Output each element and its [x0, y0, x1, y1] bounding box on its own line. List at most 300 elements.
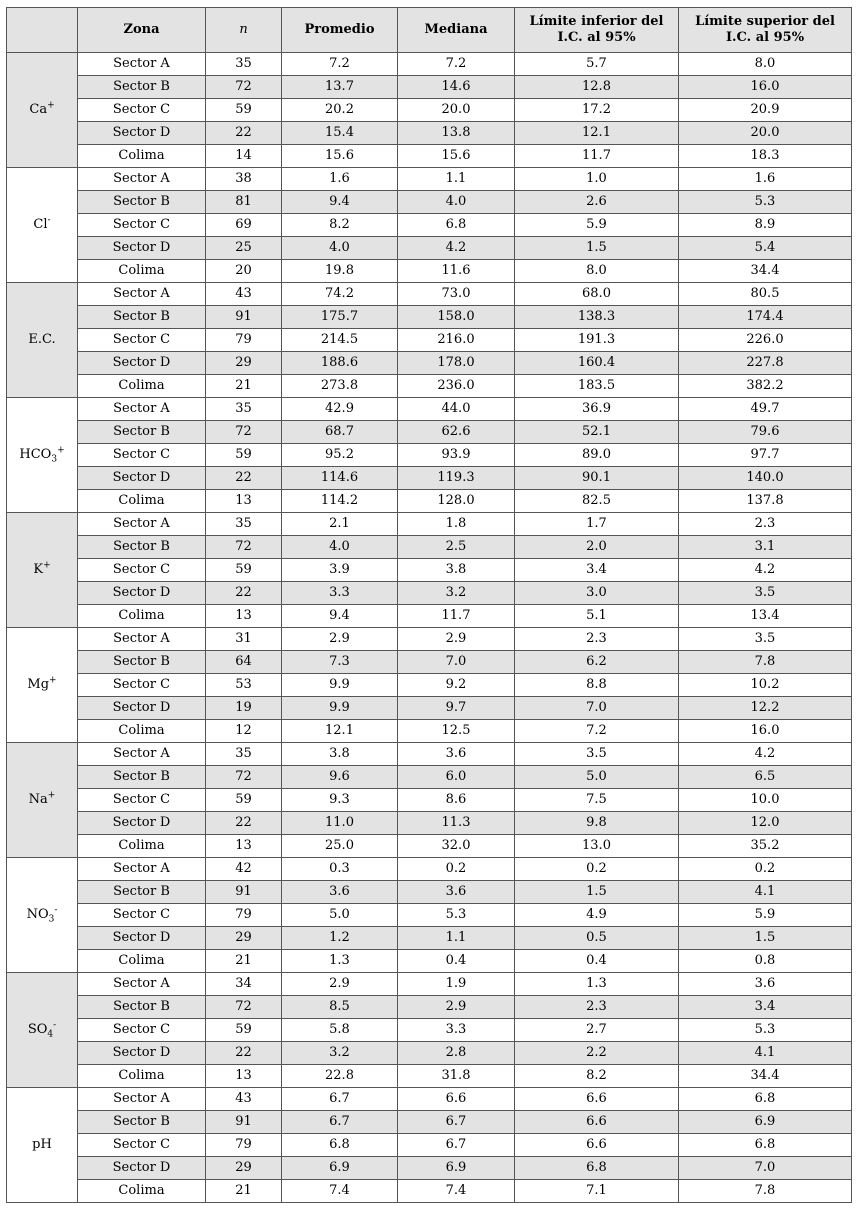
- cell-lim-sup: 7.0: [679, 1157, 852, 1180]
- cell-lim-inf: 8.0: [515, 260, 679, 283]
- cell-promedio: 4.0: [282, 536, 398, 559]
- cell-lim-inf: 0.2: [515, 858, 679, 881]
- cell-zona: Sector A: [78, 53, 206, 76]
- table-row: [7, 835, 852, 858]
- cell-lim-inf: 2.0: [515, 536, 679, 559]
- cell-lim-inf: 1.7: [515, 513, 679, 536]
- cell-mediana: 2.9: [398, 628, 515, 651]
- cell-zona: Colima: [78, 490, 206, 513]
- cell-lim-sup: 5.3: [679, 1019, 852, 1042]
- cell-lim-sup: 16.0: [679, 720, 852, 743]
- parameter-subscript: 4: [47, 1029, 54, 1040]
- table-row: [7, 145, 852, 168]
- cell-zona: Sector C: [78, 559, 206, 582]
- header-lim-inf: Límite inferior del I.C. al 95%: [515, 8, 679, 53]
- cell-lim-sup: 2.3: [679, 513, 852, 536]
- parameter-name: E.C.: [28, 332, 56, 347]
- cell-lim-inf: 89.0: [515, 444, 679, 467]
- cell-lim-sup: 140.0: [679, 467, 852, 490]
- cell-zona: Sector D: [78, 582, 206, 605]
- cell-mediana: 158.0: [398, 306, 515, 329]
- cell-lim-inf: 1.3: [515, 973, 679, 996]
- table-row: [7, 1042, 852, 1065]
- table-row: [7, 53, 852, 76]
- table-row: [7, 582, 852, 605]
- cell-n: 59: [206, 99, 282, 122]
- cell-n: 22: [206, 582, 282, 605]
- cell-lim-inf: 0.4: [515, 950, 679, 973]
- cell-n: 72: [206, 766, 282, 789]
- parameter-name: SO: [27, 1022, 48, 1037]
- table-row: [7, 1065, 852, 1088]
- parameter-name: NO: [26, 907, 49, 922]
- cell-promedio: 6.7: [282, 1111, 398, 1134]
- cell-lim-sup: 97.7: [679, 444, 852, 467]
- cell-promedio: 5.8: [282, 1019, 398, 1042]
- cell-lim-sup: 12.2: [679, 697, 852, 720]
- table-row: [7, 168, 852, 191]
- table-row: [7, 927, 852, 950]
- cell-lim-sup: 3.5: [679, 582, 852, 605]
- cell-promedio: 3.6: [282, 881, 398, 904]
- table-body: [7, 53, 852, 1203]
- header-promedio: Promedio: [282, 8, 398, 53]
- cell-mediana: 6.8: [398, 214, 515, 237]
- table-row: [7, 329, 852, 352]
- cell-mediana: 11.3: [398, 812, 515, 835]
- cell-zona: Sector A: [78, 168, 206, 191]
- table-row: [7, 375, 852, 398]
- cell-mediana: 3.2: [398, 582, 515, 605]
- cell-lim-sup: 6.8: [679, 1088, 852, 1111]
- header-zona: Zona: [78, 8, 206, 53]
- cell-lim-inf: 6.6: [515, 1088, 679, 1111]
- cell-n: 91: [206, 881, 282, 904]
- parameter-charge: +: [43, 560, 51, 571]
- cell-zona: Colima: [78, 260, 206, 283]
- cell-lim-sup: 1.5: [679, 927, 852, 950]
- cell-promedio: 1.3: [282, 950, 398, 973]
- cell-lim-inf: 7.5: [515, 789, 679, 812]
- cell-n: 13: [206, 835, 282, 858]
- cell-mediana: 7.2: [398, 53, 515, 76]
- parameter-name: Mg: [27, 677, 50, 692]
- cell-promedio: 9.9: [282, 697, 398, 720]
- parameter-charge: +: [49, 675, 57, 686]
- cell-zona: Sector D: [78, 467, 206, 490]
- cell-lim-inf: 0.5: [515, 927, 679, 950]
- parameter-charge: +: [57, 445, 65, 456]
- header-mediana: Mediana: [398, 8, 515, 53]
- cell-lim-inf: 5.9: [515, 214, 679, 237]
- cell-zona: Sector A: [78, 973, 206, 996]
- cell-n: 81: [206, 191, 282, 214]
- cell-mediana: 5.3: [398, 904, 515, 927]
- cell-lim-inf: 5.0: [515, 766, 679, 789]
- cell-promedio: 3.2: [282, 1042, 398, 1065]
- cell-lim-inf: 9.8: [515, 812, 679, 835]
- cell-n: 72: [206, 996, 282, 1019]
- cell-promedio: 6.9: [282, 1157, 398, 1180]
- cell-mediana: 236.0: [398, 375, 515, 398]
- cell-promedio: 68.7: [282, 421, 398, 444]
- cell-promedio: 2.9: [282, 628, 398, 651]
- cell-lim-sup: 227.8: [679, 352, 852, 375]
- cell-lim-inf: 17.2: [515, 99, 679, 122]
- cell-promedio: 4.0: [282, 237, 398, 260]
- cell-promedio: 188.6: [282, 352, 398, 375]
- cell-lim-inf: 6.8: [515, 1157, 679, 1180]
- cell-n: 59: [206, 444, 282, 467]
- cell-mediana: 6.7: [398, 1134, 515, 1157]
- cell-n: 25: [206, 237, 282, 260]
- cell-lim-sup: 4.1: [679, 1042, 852, 1065]
- cell-mediana: 15.6: [398, 145, 515, 168]
- cell-mediana: 0.4: [398, 950, 515, 973]
- cell-lim-inf: 82.5: [515, 490, 679, 513]
- cell-n: 43: [206, 283, 282, 306]
- cell-n: 79: [206, 1134, 282, 1157]
- cell-n: 13: [206, 1065, 282, 1088]
- cell-promedio: 1.6: [282, 168, 398, 191]
- cell-n: 35: [206, 743, 282, 766]
- cell-promedio: 9.4: [282, 605, 398, 628]
- cell-promedio: 8.2: [282, 214, 398, 237]
- cell-promedio: 273.8: [282, 375, 398, 398]
- cell-lim-sup: 10.0: [679, 789, 852, 812]
- cell-mediana: 3.3: [398, 1019, 515, 1042]
- cell-zona: Sector A: [78, 398, 206, 421]
- table-row: [7, 536, 852, 559]
- table-row: [7, 651, 852, 674]
- cell-promedio: 2.1: [282, 513, 398, 536]
- cell-n: 72: [206, 421, 282, 444]
- table-row: [7, 1134, 852, 1157]
- cell-promedio: 5.0: [282, 904, 398, 927]
- cell-mediana: 20.0: [398, 99, 515, 122]
- cell-mediana: 73.0: [398, 283, 515, 306]
- table-row: [7, 490, 852, 513]
- cell-promedio: 12.1: [282, 720, 398, 743]
- parameter-label: [7, 513, 78, 628]
- cell-lim-sup: 6.5: [679, 766, 852, 789]
- cell-zona: Sector D: [78, 1157, 206, 1180]
- cell-lim-sup: 137.8: [679, 490, 852, 513]
- cell-mediana: 12.5: [398, 720, 515, 743]
- cell-lim-inf: 68.0: [515, 283, 679, 306]
- cell-mediana: 2.5: [398, 536, 515, 559]
- table-row: [7, 467, 852, 490]
- cell-n: 13: [206, 490, 282, 513]
- cell-lim-inf: 1.5: [515, 881, 679, 904]
- cell-zona: Sector D: [78, 352, 206, 375]
- cell-promedio: 13.7: [282, 76, 398, 99]
- cell-n: 21: [206, 950, 282, 973]
- cell-lim-sup: 382.2: [679, 375, 852, 398]
- cell-n: 53: [206, 674, 282, 697]
- table-row: [7, 283, 852, 306]
- cell-n: 22: [206, 122, 282, 145]
- cell-promedio: 3.9: [282, 559, 398, 582]
- cell-n: 12: [206, 720, 282, 743]
- cell-promedio: 22.8: [282, 1065, 398, 1088]
- cell-mediana: 44.0: [398, 398, 515, 421]
- cell-n: 31: [206, 628, 282, 651]
- cell-mediana: 62.6: [398, 421, 515, 444]
- cell-lim-sup: 20.9: [679, 99, 852, 122]
- table-row: [7, 674, 852, 697]
- cell-mediana: 128.0: [398, 490, 515, 513]
- cell-lim-inf: 11.7: [515, 145, 679, 168]
- table-row: [7, 950, 852, 973]
- cell-n: 22: [206, 812, 282, 835]
- cell-lim-inf: 4.9: [515, 904, 679, 927]
- cell-n: 59: [206, 789, 282, 812]
- table-row: [7, 122, 852, 145]
- cell-lim-inf: 2.3: [515, 628, 679, 651]
- cell-lim-inf: 12.8: [515, 76, 679, 99]
- cell-zona: Sector D: [78, 122, 206, 145]
- cell-zona: Sector C: [78, 1019, 206, 1042]
- cell-promedio: 42.9: [282, 398, 398, 421]
- cell-lim-sup: 13.4: [679, 605, 852, 628]
- cell-zona: Colima: [78, 1065, 206, 1088]
- cell-mediana: 0.2: [398, 858, 515, 881]
- cell-lim-inf: 3.0: [515, 582, 679, 605]
- cell-lim-inf: 183.5: [515, 375, 679, 398]
- table-row: [7, 973, 852, 996]
- table-row: [7, 99, 852, 122]
- cell-n: 79: [206, 329, 282, 352]
- cell-n: 35: [206, 398, 282, 421]
- table-row: [7, 881, 852, 904]
- cell-n: 19: [206, 697, 282, 720]
- cell-lim-sup: 0.2: [679, 858, 852, 881]
- cell-n: 20: [206, 260, 282, 283]
- table-row: [7, 513, 852, 536]
- table-row: [7, 743, 852, 766]
- cell-zona: Sector B: [78, 191, 206, 214]
- parameter-label: [7, 398, 78, 513]
- cell-mediana: 32.0: [398, 835, 515, 858]
- cell-zona: Sector B: [78, 76, 206, 99]
- table-row: [7, 628, 852, 651]
- cell-lim-inf: 6.6: [515, 1111, 679, 1134]
- header-parameter: [7, 8, 78, 53]
- cell-n: 38: [206, 168, 282, 191]
- cell-zona: Colima: [78, 1180, 206, 1203]
- cell-promedio: 6.7: [282, 1088, 398, 1111]
- cell-mediana: 1.9: [398, 973, 515, 996]
- cell-lim-sup: 16.0: [679, 76, 852, 99]
- cell-zona: Sector D: [78, 927, 206, 950]
- table-row: [7, 398, 852, 421]
- parameter-subscript: 3: [48, 914, 55, 925]
- cell-zona: Colima: [78, 145, 206, 168]
- cell-lim-inf: 13.0: [515, 835, 679, 858]
- cell-promedio: 7.2: [282, 53, 398, 76]
- cell-zona: Sector C: [78, 99, 206, 122]
- cell-zona: Sector A: [78, 858, 206, 881]
- table-row: [7, 996, 852, 1019]
- cell-zona: Sector B: [78, 1111, 206, 1134]
- table-row: [7, 1180, 852, 1203]
- cell-zona: Colima: [78, 835, 206, 858]
- header-row: [7, 8, 852, 53]
- cell-promedio: 8.5: [282, 996, 398, 1019]
- cell-promedio: 9.9: [282, 674, 398, 697]
- cell-mediana: 2.8: [398, 1042, 515, 1065]
- cell-zona: Sector D: [78, 1042, 206, 1065]
- cell-mediana: 11.7: [398, 605, 515, 628]
- table-row: [7, 306, 852, 329]
- parameter-label: [7, 973, 78, 1088]
- cell-zona: Sector C: [78, 329, 206, 352]
- cell-promedio: 19.8: [282, 260, 398, 283]
- cell-lim-sup: 34.4: [679, 260, 852, 283]
- parameter-charge: -: [53, 1020, 57, 1031]
- cell-lim-sup: 49.7: [679, 398, 852, 421]
- table-row: [7, 1157, 852, 1180]
- cell-lim-inf: 52.1: [515, 421, 679, 444]
- cell-mediana: 7.4: [398, 1180, 515, 1203]
- parameter-label: [7, 1088, 78, 1203]
- cell-lim-inf: 7.2: [515, 720, 679, 743]
- cell-zona: Sector A: [78, 743, 206, 766]
- cell-zona: Sector D: [78, 812, 206, 835]
- table-row: [7, 1088, 852, 1111]
- cell-mediana: 4.2: [398, 237, 515, 260]
- parameter-label: [7, 628, 78, 743]
- cell-zona: Sector B: [78, 881, 206, 904]
- cell-lim-sup: 1.6: [679, 168, 852, 191]
- cell-lim-inf: 160.4: [515, 352, 679, 375]
- cell-n: 59: [206, 559, 282, 582]
- header-n: n: [206, 8, 282, 53]
- cell-lim-inf: 7.0: [515, 697, 679, 720]
- cell-mediana: 4.0: [398, 191, 515, 214]
- cell-mediana: 6.7: [398, 1111, 515, 1134]
- cell-mediana: 7.0: [398, 651, 515, 674]
- cell-lim-inf: 3.4: [515, 559, 679, 582]
- cell-lim-sup: 3.5: [679, 628, 852, 651]
- cell-lim-sup: 18.3: [679, 145, 852, 168]
- cell-n: 14: [206, 145, 282, 168]
- cell-zona: Sector C: [78, 214, 206, 237]
- parameter-charge: +: [47, 100, 55, 111]
- cell-promedio: 11.0: [282, 812, 398, 835]
- parameter-subscript: 3: [51, 454, 58, 465]
- table-row: [7, 214, 852, 237]
- cell-promedio: 0.3: [282, 858, 398, 881]
- cell-zona: Sector B: [78, 766, 206, 789]
- cell-zona: Sector C: [78, 444, 206, 467]
- cell-lim-sup: 3.6: [679, 973, 852, 996]
- cell-lim-sup: 35.2: [679, 835, 852, 858]
- cell-n: 29: [206, 1157, 282, 1180]
- cell-lim-inf: 5.7: [515, 53, 679, 76]
- cell-lim-sup: 8.0: [679, 53, 852, 76]
- cell-lim-inf: 2.2: [515, 1042, 679, 1065]
- parameter-label: [7, 283, 78, 398]
- cell-lim-sup: 8.9: [679, 214, 852, 237]
- cell-promedio: 74.2: [282, 283, 398, 306]
- cell-zona: Sector B: [78, 996, 206, 1019]
- cell-promedio: 25.0: [282, 835, 398, 858]
- parameter-name: pH: [32, 1137, 52, 1152]
- cell-lim-inf: 36.9: [515, 398, 679, 421]
- cell-zona: Colima: [78, 950, 206, 973]
- cell-zona: Sector B: [78, 421, 206, 444]
- cell-lim-sup: 80.5: [679, 283, 852, 306]
- cell-promedio: 15.6: [282, 145, 398, 168]
- parameter-charge: +: [47, 790, 56, 801]
- cell-lim-inf: 90.1: [515, 467, 679, 490]
- cell-n: 35: [206, 513, 282, 536]
- parameter-name: K: [33, 562, 44, 577]
- cell-promedio: 114.6: [282, 467, 398, 490]
- table-row: [7, 237, 852, 260]
- parameter-name: Na: [28, 792, 48, 807]
- parameter-name: Ca: [29, 102, 48, 117]
- cell-lim-inf: 1.5: [515, 237, 679, 260]
- cell-lim-sup: 0.8: [679, 950, 852, 973]
- cell-promedio: 3.8: [282, 743, 398, 766]
- cell-n: 64: [206, 651, 282, 674]
- cell-lim-sup: 226.0: [679, 329, 852, 352]
- cell-lim-sup: 174.4: [679, 306, 852, 329]
- table-row: [7, 766, 852, 789]
- cell-zona: Sector A: [78, 628, 206, 651]
- cell-lim-inf: 138.3: [515, 306, 679, 329]
- cell-n: 91: [206, 1111, 282, 1134]
- table-row: [7, 858, 852, 881]
- cell-n: 43: [206, 1088, 282, 1111]
- parameter-label: [7, 168, 78, 283]
- cell-zona: Sector B: [78, 651, 206, 674]
- cell-zona: Sector C: [78, 789, 206, 812]
- cell-mediana: 6.9: [398, 1157, 515, 1180]
- cell-promedio: 175.7: [282, 306, 398, 329]
- cell-promedio: 15.4: [282, 122, 398, 145]
- cell-promedio: 9.4: [282, 191, 398, 214]
- cell-n: 91: [206, 306, 282, 329]
- table-row: [7, 352, 852, 375]
- cell-lim-sup: 12.0: [679, 812, 852, 835]
- parameter-charge: -: [47, 215, 51, 226]
- cell-n: 79: [206, 904, 282, 927]
- cell-lim-inf: 191.3: [515, 329, 679, 352]
- cell-mediana: 14.6: [398, 76, 515, 99]
- cell-lim-sup: 4.2: [679, 559, 852, 582]
- cell-mediana: 31.8: [398, 1065, 515, 1088]
- cell-mediana: 8.6: [398, 789, 515, 812]
- cell-mediana: 9.7: [398, 697, 515, 720]
- cell-mediana: 1.1: [398, 927, 515, 950]
- cell-n: 59: [206, 1019, 282, 1042]
- cell-n: 42: [206, 858, 282, 881]
- cell-lim-inf: 2.6: [515, 191, 679, 214]
- cell-lim-sup: 4.2: [679, 743, 852, 766]
- cell-n: 35: [206, 53, 282, 76]
- cell-promedio: 20.2: [282, 99, 398, 122]
- cell-lim-sup: 10.2: [679, 674, 852, 697]
- cell-n: 29: [206, 352, 282, 375]
- table-row: [7, 260, 852, 283]
- cell-lim-inf: 1.0: [515, 168, 679, 191]
- cell-n: 21: [206, 1180, 282, 1203]
- cell-mediana: 3.6: [398, 881, 515, 904]
